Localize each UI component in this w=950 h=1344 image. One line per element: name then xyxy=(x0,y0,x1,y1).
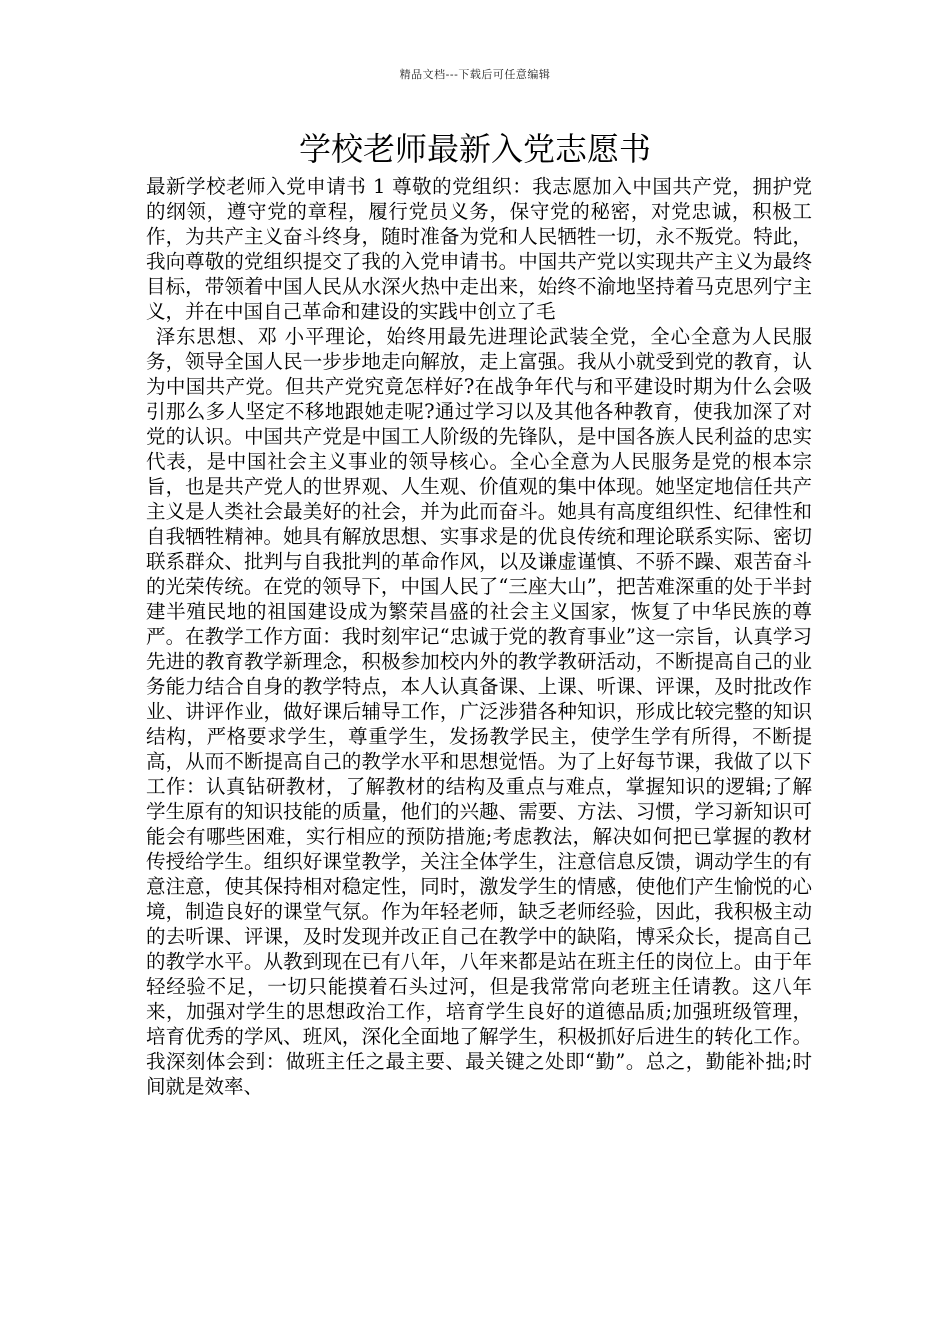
header-note: 精品文档---下载后可任意编辑 xyxy=(399,68,551,81)
document-title: 学校老师最新入党志愿书 xyxy=(298,130,651,168)
paragraph: 泽东思想、邓 小平理论，始终用最先进理论武装全党，全心全意为人民服务，领导全国人民一步步地走向解放，走上富强。我从小就受到党的教育，认为中国共产党。但共产党究竟怎样好?在战争年代与和平建设时期为什么会吸引那么多人坚定不移地跟她走呢?通过学习以及其他各种教育，使我加深了对党的认识。中国共产党是中国工人阶级的先锋队，是中国各族人民利益的忠实代表，是中国社会主义事业的领导核心。全心全意为人民服务是党的根本宗旨，也是共产党人的世界观、人生观、价值观的集中体现。她坚定地信任共产主义是人类社会最美好的社会，并为此而奋斗。她具有高度组织性、纪律性和自我牺牲精神。她具有解放思想、实事求是的优良传统和理论联系实际、密切联系群众、批判与自我批判的革命作风，以及谦虚谨慎、不骄不躁、艰苦奋斗的光荣传统。在党的领导下，中国人民了“三座大山”，把苦难深重的处于半封建半殖民地的祖国建设成为繁荣昌盛的社会主义国家，恢复了中华民族的尊严。在教学工作方面：我时刻牢记“忠诚于党的教育事业”这一宗旨，认真学习先进的教育教学新理念，积极参加校内外的教学教研活动，不断提高自己的业务能力结合自身的教学特点，本人认真备课、上课、听课、评课，及时批改作业、讲评作业，做好课后辅导工作，广泛涉猎各种知识，形成比较完整的知识结构，严格要求学生，尊重学生，发扬教学民主，使学生学有所得，不断提高，从而不断提高自己的教学水平和思想觉悟。为了上好每节课，我做了以下工作：认真钻研教材，了解教材的结构及重点与难点，掌握知识的逻辑;了解学生原有的知识技能的质量，他们的兴趣、需要、方法、习惯，学习新知识可能会有哪些困难，实行相应的预防措施;考虑教法，解决如何把已掌握的教材传授给学生。组织好课堂教学，关注全体学生，注意信息反馈，调动学生的有意注意，使其保持相对稳定性，同时，激发学生的情感，使他们产生愉悦的心境，制造良好的课堂气氛。作为年轻老师，缺乏老师经验，因此，我积极主动的去听课、评课，及时发现并改正自己在教学中的缺陷，博采众长，提高自己的教学水平。从教到现在已有八年，八年来都是站在班主任的岗位上。由于年轻经验不足，一切只能摸着石头过河，但是我常常向老班主任请教。这八年来，加强对学生的思想政治工作，培育学生良好的道德品质;加强班级管理，培育优秀的学风、班风，深化全面地了解学生，积极抓好后进生的转化工作。我深刻体会到：做班主任之最主要、最关键之处即“勤”。总之，勤能补拙;时间就是效率、 xyxy=(146,325,812,1098)
paragraph: 最新学校老师入党申请书 1 尊敬的党组织：我志愿加入中国共产党，拥护党的纲领，遵守党的章程，履行党员义务，保守党的秘密，对党忠诚，积极工作，为共产主义奋斗终身，随时准备为党和人民牺牲一切，永不叛党。特此，我向尊敬的党组织提交了我的入党申请书。中国共产党以实现共产主义为最终目标，带领着中国人民从水深火热中走出来，始终不渝地坚持着马克思列宁主义，并在中国自己革命和建设的实践中创立了毛 xyxy=(146,175,812,323)
document-body xyxy=(146,174,812,1099)
